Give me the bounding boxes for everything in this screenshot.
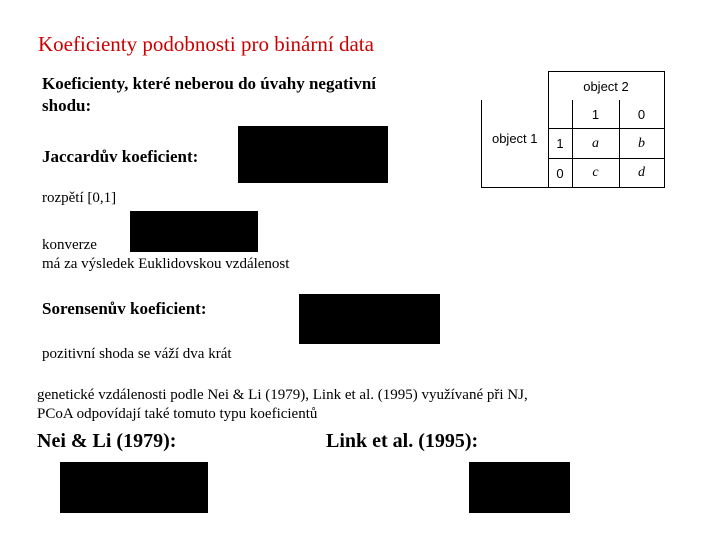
conversion-text [42, 236, 289, 274]
intro-line-2: shodu: [42, 96, 92, 115]
cell-c: c [572, 159, 619, 188]
genetic-line-1: genetické vzdálenosti podle Nei & Li (1979), Link et al. (1995) využívané při NJ, [37, 387, 528, 403]
genetic-text [37, 386, 528, 424]
table-row [482, 100, 665, 129]
jaccard-formula-image [238, 126, 388, 183]
table-row [482, 72, 665, 101]
nei-li-label: Nei & Li (1979): [37, 430, 177, 452]
col-header-0: 0 [619, 100, 664, 129]
genetic-line-2: PCoA odpovídají také tomuto typu koeficientů [37, 406, 318, 422]
jaccard-range: rozpětí [0,1] [42, 190, 117, 206]
sorensen-label: Sorensenův koeficient: [42, 299, 207, 318]
sorensen-formula-image [299, 294, 440, 344]
intro-line-1: Koeficienty, které neberou do úvahy negativní [42, 74, 377, 93]
object-2-header: object 2 [548, 72, 664, 101]
cell-a: a [572, 129, 619, 159]
contingency-table-wrapper [481, 71, 665, 188]
nei-li-formula-image [60, 462, 208, 513]
jaccard-label: Jaccardův koeficient: [42, 147, 199, 166]
object-1-header: object 1 [482, 129, 549, 159]
page-title: Koeficienty podobnosti pro binární data [38, 32, 374, 56]
col-header-1: 1 [572, 100, 619, 129]
conversion-label: konverze [42, 237, 97, 253]
row-header-1: 1 [548, 129, 572, 159]
table-row [482, 159, 665, 188]
cell-d: d [619, 159, 664, 188]
sorensen-note: pozitivní shoda se váží dva krát [42, 346, 232, 362]
cell-b: b [619, 129, 664, 159]
contingency-table [481, 71, 665, 188]
row-header-0: 0 [548, 159, 572, 188]
intro-text [42, 73, 376, 117]
euclid-note: má za výsledek Euklidovskou vzdálenost [42, 256, 290, 272]
table-row [482, 129, 665, 159]
link-formula-image [469, 462, 570, 513]
link-label: Link et al. (1995): [326, 430, 479, 452]
